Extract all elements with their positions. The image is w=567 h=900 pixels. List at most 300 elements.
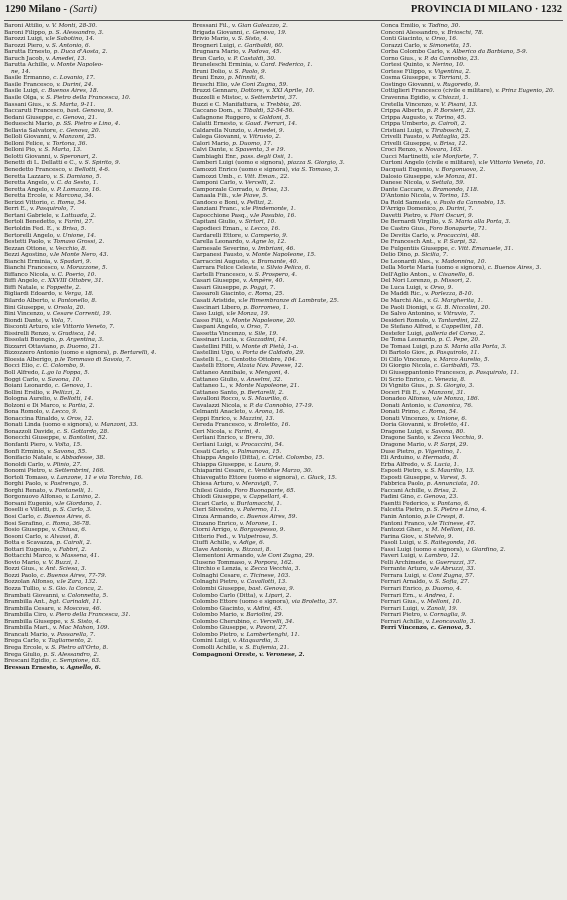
- entry-address: v. Monte Napoleone, 15.: [245, 252, 316, 259]
- entry-address: v. S. Marta, 9-11.: [46, 101, 96, 108]
- entry-address: v.le Monforte, 7.: [431, 153, 479, 160]
- entry-address: v. Madonnina, 10.: [435, 258, 487, 265]
- entry-address: v. Goldoni, 5.: [253, 114, 291, 121]
- listing-column-3: [381, 23, 565, 894]
- entry-address: v. Padova, 45.: [242, 49, 282, 56]
- entry-address: v. S. Maurilio, 6.: [241, 396, 289, 403]
- entry-name: Bovio Mario,: [4, 559, 43, 566]
- entry-address: v. Settala, 59.: [425, 180, 465, 187]
- entry-name: Calatti Ernesto,: [192, 121, 240, 128]
- entry-name: Borghi Paolo,: [4, 481, 45, 488]
- entry-address: Foro Bonaparte, 71.: [429, 225, 487, 232]
- entry-name: Bigliardi Edoardo,: [4, 291, 59, 298]
- entry-name: Farina Giov.,: [380, 533, 419, 540]
- entry-name: Brugnara Mario,: [192, 49, 243, 56]
- entry-name: Bosi Serafino,: [4, 520, 46, 527]
- entry-name: Colnaghi Cesare,: [192, 572, 244, 579]
- entry-address: v. Bellotti, 14.: [53, 396, 94, 403]
- entry-address: v. Brisa, 2.: [427, 487, 458, 494]
- entry-name: Ferri Vincenzo,: [380, 625, 431, 632]
- entry-name: Bissirelli Renzo,: [4, 330, 52, 337]
- entry-address: v. Tibaldi, 52-54-56.: [237, 108, 294, 115]
- entry-address: ne, 14.: [11, 68, 31, 75]
- entry-name: Castelli Ettore,: [192, 363, 238, 370]
- entry-address: v. Tiraboschi, 2.: [425, 127, 471, 134]
- entry-address: v. Manzoni, 25.: [52, 134, 97, 141]
- entry-name: Ferrari Enrico,: [380, 586, 426, 593]
- entry-address: v. Vigentina, 2.: [428, 68, 471, 75]
- entry-name: De Stefano Alfred,: [380, 324, 436, 331]
- entry-name: Bollini Ersilio,: [4, 389, 47, 396]
- entry-address: v. Orso, 16.: [425, 36, 458, 43]
- entry-address: p. Duomo, 17.: [232, 140, 273, 147]
- entry-name: Cavalloni Rocco,: [192, 396, 242, 403]
- entry-name: Brigada Giovanni,: [192, 29, 246, 36]
- entry-name: Ciorni Arrigo,: [192, 527, 234, 534]
- entry-name: Biffi Angelo,: [4, 278, 42, 285]
- entry-address: p. Cairoli, 2.: [431, 121, 467, 128]
- entry-name: De Bernardi Virgilio,: [380, 219, 442, 226]
- entry-name: Della Morte Maria (uomo e signora),: [380, 265, 488, 272]
- entry-name: Borghi Renato,: [4, 487, 50, 494]
- entry-name: Caspani Angelo,: [192, 324, 241, 331]
- entry-name: Bilardo Alberto,: [4, 297, 52, 304]
- entry-address: v.le Sabotino, 14.: [45, 36, 95, 43]
- entry-name: Borsani Eugenio,: [4, 500, 55, 507]
- entry-address: p. Annunciata, 10.: [426, 481, 480, 488]
- entry-name: Chiesa Arturo,: [192, 481, 236, 488]
- entry-name: Brescani Egidio,: [4, 658, 53, 665]
- entry-name: Baroni Attilio,: [4, 23, 46, 29]
- entry-address: v. Gian Galeazzo, 2.: [231, 23, 288, 29]
- entry-address: v. P. Castaldi, 30.: [227, 55, 276, 62]
- entry-address: v. Lambertenghi, 11.: [240, 631, 300, 638]
- entry-name: Curtoni Angelo (civile e militare),: [380, 160, 479, 167]
- entry-address: v. Fiori Oscuri, 9.: [424, 212, 474, 219]
- entry-name: Brogneri Luigi,: [192, 42, 238, 49]
- entry-name: Dalosio Giuseppe,: [380, 173, 435, 180]
- entry-address: v. G. Margherita, 1.: [427, 297, 483, 304]
- entry-address: v. Palermo, 11.: [236, 507, 280, 514]
- entry-address: v. Bramante, 40.: [251, 258, 299, 265]
- entry-address: v. S. Paolo, 9.: [228, 68, 267, 75]
- entry-address: c. Buenos Aires, 3.: [487, 265, 542, 272]
- entry-address: v. Gradisca, 14.: [51, 330, 97, 337]
- entry-name: Esposti Giuseppe,: [380, 474, 434, 481]
- entry-address: v. C. da Sesto, 1.: [50, 180, 99, 187]
- entry-name: Berri E.,: [4, 206, 30, 213]
- entry-address: v.le Abruzzi, 33.: [429, 566, 476, 573]
- entry-address: v.le Ticinese, 47.: [427, 520, 476, 527]
- entry-address: v. Marcona, 34.: [49, 193, 94, 200]
- entry-name: Bressan Ernesto,: [4, 664, 61, 671]
- entry-address: v. Pellizzi, 2.: [46, 389, 82, 396]
- entry-address: v. Verga, 18.: [58, 291, 94, 298]
- entry-name: Bizzarri Ottaviano,: [4, 343, 60, 350]
- entry-name: Bortoli Tomaso,: [4, 474, 51, 481]
- entry-address: v. Procaccini, 48.: [431, 232, 480, 239]
- entry-address: v. Manzoni, 33.: [94, 422, 138, 429]
- entry-address: c. Genova, 1.: [54, 383, 93, 390]
- entry-address: v. Monte Napoleo-: [50, 62, 104, 69]
- entry-address: v. Settembrini, 166.: [48, 468, 105, 475]
- entry-name: Ferrari Ern.,: [380, 592, 419, 599]
- entry-address: v. Aldini, 45.: [247, 605, 283, 612]
- entry-address: v. S. Eufemia, 21.: [239, 644, 289, 651]
- entry-address: v. Meravigli, 7.: [235, 481, 279, 488]
- entry-address: v. Monte Napoleone, 20.: [225, 317, 296, 324]
- entry-address: v. Abbadesse, 38.: [55, 455, 105, 462]
- header-rule: [4, 20, 563, 21]
- entry-name: Bedani Giuseppe,: [4, 114, 57, 121]
- entry-name: Camberi Luigi (uomo e signora),: [192, 160, 288, 167]
- entry-name: Bestetti Paolo,: [4, 239, 48, 246]
- entry-name: Colombi Giuseppe,: [192, 586, 249, 593]
- entry-name: Brega Giulio,: [4, 651, 44, 658]
- entry-address: v. Lambro, 12.: [418, 553, 460, 560]
- entry-address: v. S. Prospero, 4.: [248, 271, 297, 278]
- entry-name: Caccano Dom.,: [192, 108, 238, 115]
- entry-address: v. Adige, 6.: [233, 540, 265, 547]
- entry-name: Brega Ercole,: [4, 644, 46, 651]
- entry-address: c. S. Gottardo, 28.: [56, 428, 109, 435]
- entry-name: Colombo Giuseppe,: [192, 625, 250, 632]
- entry-address: v. S. Spirito, 9.: [78, 160, 121, 167]
- entry-name: Cartelli Francesco,: [192, 271, 249, 278]
- entry-name: Del Nori Lorenzo,: [380, 278, 434, 285]
- entry-name: Crippa Augusto,: [380, 114, 430, 121]
- entry-name: Chiappa Giuseppe,: [192, 461, 249, 468]
- entry-name: Fassi Luigi (uomo e signora),: [380, 546, 466, 553]
- entry-address: v. Nerino, 10.: [426, 62, 465, 69]
- entry-name: Carnesale Severino,: [192, 245, 252, 252]
- entry-name: Brancati Mario,: [4, 631, 51, 638]
- entry-name: Felli Archimede,: [380, 559, 430, 566]
- entry-name: Bozzi Paolo,: [4, 572, 41, 579]
- entry-name: Cucci Martinetti,: [380, 153, 432, 160]
- entry-name: Di Giorgio Nicola,: [380, 363, 434, 370]
- listing-entry: [4, 665, 188, 672]
- entry-address: v. S. Maria alla Porta, 3.: [441, 219, 511, 226]
- entry-address: c. Vitt. Eman., 22.: [237, 173, 290, 180]
- entry-name: Bonfi Erminio,: [4, 448, 48, 455]
- entry-name: Bezzan Ottone,: [4, 245, 50, 252]
- entry-address: v.le Coni Zugna, 59.: [230, 81, 288, 88]
- entry-address: v. S. Sisto, 4.: [64, 618, 101, 625]
- entry-address: v. Lattuada, 2.: [55, 212, 96, 219]
- entry-address: v. Hermada, 8.: [416, 455, 459, 462]
- entry-name: Donati Vincenzo,: [380, 415, 432, 422]
- entry-name: Barutta Ernesto,: [4, 49, 54, 56]
- entry-name: Corno Gius.,: [380, 55, 419, 62]
- entry-address: c. Vercelli, 34.: [253, 618, 295, 625]
- entry-address: v. Durini, 24.: [56, 81, 94, 88]
- listing-entry: [192, 652, 376, 659]
- entry-address: v. Bantolini, 52.: [62, 435, 108, 442]
- entry-name: Ferrante Arturo,: [380, 566, 430, 573]
- entry-name: Chiaparini Cesare,: [192, 468, 248, 475]
- entry-address: v. Pattaglia, 25.: [425, 134, 470, 141]
- entry-name: Calvi Dante,: [192, 147, 230, 154]
- entry-name: Crippa Umberto,: [380, 121, 432, 128]
- entry-address: p. Duomo, 21.: [59, 343, 101, 350]
- entry-name: Colombo Cherubino,: [192, 618, 254, 625]
- entry-name: Bocci Elio,: [4, 363, 37, 370]
- entry-address: v. Tagliamento, 2.: [42, 638, 93, 645]
- entry-name: Duse Pietro,: [380, 448, 418, 455]
- entry-address: c. Roma, 54.: [50, 199, 87, 206]
- entry-name: Carraccini Augusto,: [192, 258, 252, 265]
- entry-address: v. Arona, 16.: [248, 409, 285, 416]
- entry-name: Cortese Filippo,: [380, 68, 429, 75]
- entry-name: Fadini Gino,: [380, 494, 418, 501]
- entry-address: p. Vigentino, 1.: [417, 448, 462, 455]
- entry-address: v. S. Raitegonda, 16.: [417, 540, 477, 547]
- entry-address: v. Brisa, 5.: [56, 225, 87, 232]
- entry-address: v. P. da Cannobio, 23.: [418, 55, 480, 62]
- entry-address: p. S. Alessandro, 3.: [48, 29, 104, 36]
- entry-name: Bruneleschi Erminia,: [192, 62, 255, 69]
- entry-name: Bonazzoli Davide,: [4, 428, 57, 435]
- entry-name: Cambiaghi Enr.,: [192, 153, 241, 160]
- entry-name: Cinza Armando,: [192, 514, 241, 521]
- entry-address: v. Lecco, 16.: [244, 225, 281, 232]
- entry-name: De Marchi Ale.,: [380, 297, 428, 304]
- entry-name: Fantozzi Gher.,: [380, 527, 426, 534]
- entry-name: Bonifacio Natale,: [4, 455, 56, 462]
- entry-name: Candoco e Boni,: [192, 199, 241, 206]
- entry-address: v. M. Melloni, 16.: [425, 527, 476, 534]
- entry-name: De Castro Gius.,: [380, 225, 430, 232]
- entry-address: v. Anselmi, 32.: [240, 376, 283, 383]
- header-separator: ·: [534, 4, 542, 15]
- entry-address: v. Passarella, 7.: [50, 631, 96, 638]
- entry-address: v. Chiusa, 6.: [51, 527, 87, 534]
- entry-name: Doceri Fili E.,: [380, 389, 422, 396]
- entry-address: v. Porlezza, 8-10.: [424, 291, 474, 298]
- entry-address: v. Alvassi, 8.: [44, 533, 80, 540]
- entry-name: Belloni Felice,: [4, 140, 47, 147]
- entry-name: Buzzelli e Mistoc,: [192, 95, 245, 102]
- entry-address: v. Gozzadini, 14.: [240, 337, 288, 344]
- entry-address: v. Borgospesso, 9.: [233, 527, 286, 534]
- entry-address: v. Lecco, 9.: [45, 409, 78, 416]
- entry-name: Bozzi Gius.,: [4, 566, 40, 573]
- entry-name: Ferrari Achille,: [380, 618, 426, 625]
- entry-name: Boggi Carlo,: [4, 376, 42, 383]
- entry-address: v. Pantano, 6.: [431, 500, 470, 507]
- entry-name: Cavalazzi Nicola,: [192, 402, 244, 409]
- entry-name: Belloli Giovanni,: [4, 134, 53, 141]
- entry-name: Carpanesi Fausto,: [192, 252, 246, 259]
- entry-address: v. Colonnetta, 5.: [61, 592, 109, 599]
- entry-address: v. Guerrazzi, 37.: [429, 559, 477, 566]
- entry-name: Biffi Natale,: [4, 284, 41, 291]
- entry-name: Ferrari Gius.,: [380, 599, 421, 606]
- entry-address: v. Amedei, 13.: [45, 55, 87, 62]
- entry-address: c. Genova, 20.: [59, 127, 101, 134]
- entry-name: Bini Giuseppe,: [4, 304, 48, 311]
- entry-address: v. Broletto, 41.: [427, 422, 470, 429]
- entry-address: v. Tomaso Grossi, 2.: [47, 239, 105, 246]
- entry-address: via S. Tomaso, 3.: [291, 167, 340, 174]
- entry-name: Dragone Santo,: [380, 435, 428, 442]
- entry-name: Cattaneo L.,: [192, 383, 230, 390]
- entry-name: Cretella Vincenzo,: [380, 101, 435, 108]
- entry-name: Biffanco Nicola,: [4, 271, 52, 278]
- entry-address: v. Brisa, 13.: [255, 186, 290, 193]
- entry-address: v. V. Buzzi, 1.: [42, 559, 80, 566]
- entry-address: v. Canonica, 76.: [427, 402, 473, 409]
- entry-name: Cicari Carlo,: [192, 500, 231, 507]
- entry-address: v. Ant. Sciesa, 3.: [39, 566, 87, 573]
- entry-name: D'Antonio Nicola,: [380, 193, 433, 200]
- entry-name: Beretta Angelo,: [4, 186, 51, 193]
- entry-name: Donadeo Alfonso,: [380, 396, 433, 403]
- header-dash: -: [63, 4, 70, 15]
- entry-address: v. Brera, 30.: [239, 435, 275, 442]
- entry-name: Bonoldi Carlo,: [4, 461, 47, 468]
- entry-address: c. Ticinese, 103.: [243, 572, 291, 579]
- entry-name: Bissolati Buongio.,: [4, 337, 60, 344]
- entry-address: v. Amedei, 9.: [247, 127, 285, 134]
- entry-name: Brambilla Ciro,: [4, 612, 50, 619]
- entry-address: v. Leoncavallo, 3.: [425, 618, 476, 625]
- entry-name: Conti Giacinto,: [380, 36, 426, 43]
- entry-address: v. Vulpetrosa, 5.: [231, 533, 278, 540]
- entry-name: Cerliani Luigi,: [192, 442, 236, 448]
- entry-name: Ferrari Luigi,: [380, 605, 421, 612]
- entry-address: c. Genova, 19.: [245, 29, 287, 36]
- entry-address: c. Genova, 23.: [417, 494, 459, 501]
- entry-address: v. Cavallotti, 13.: [240, 579, 287, 586]
- entry-name: Ceppi Enrico,: [192, 415, 234, 422]
- entry-address: v. Giardino, 2.: [465, 546, 506, 553]
- entry-name: Belloni Pio,: [4, 147, 39, 154]
- entry-address: v. Tortona, 36.: [46, 140, 88, 147]
- entry-address: v. Pavoni, 27.: [249, 625, 288, 632]
- entry-name: Brun Carlo,: [192, 55, 228, 62]
- entry-name: Bloesia Alberigo,: [4, 356, 55, 363]
- entry-address: v. Tantardini, 22.: [431, 317, 480, 324]
- entry-address: v. S. Sisto, 4.: [231, 36, 269, 43]
- entry-address: v. Lanzone, 11 e via Torchio, 16.: [50, 474, 143, 481]
- entry-address: p.za S. Maria alla Porta, 3.: [430, 343, 507, 350]
- entry-name: Cattaneo Santo,: [192, 389, 241, 396]
- entry-name: Bruzzi Gennaro,: [192, 88, 241, 95]
- entry-name: Brambilla Ant.,: [4, 599, 50, 606]
- entry-name: Bruschi Elio,: [192, 81, 231, 88]
- entry-name: Basile Francesco,: [4, 81, 57, 88]
- entry-address: p. P. Borsieri, 23.: [426, 108, 476, 115]
- entry-name: Canaala Fili.,: [192, 193, 233, 200]
- entry-address: v. Novara, 163.: [419, 147, 463, 154]
- entry-name: Beretta Ercole,: [4, 193, 50, 200]
- entry-name: Celmanti Anacleto,: [192, 409, 249, 416]
- entry-name: Ferrari Pietro,: [380, 612, 424, 619]
- entry-address: via Broletto, 37.: [291, 599, 338, 606]
- entry-address: v. Procaccini, 54.: [235, 442, 284, 448]
- entry-name: Cluseno Tommaso,: [192, 559, 249, 566]
- entry-address: v. Unione, 14.: [56, 232, 96, 239]
- entry-name: Destefer Luigi,: [380, 330, 426, 337]
- entry-address: v. Monte Napoleone, 21.: [229, 383, 300, 390]
- entry-name: Bertoli Benedetto,: [4, 219, 59, 226]
- entry-name: Dacquati Eugenio,: [380, 167, 436, 174]
- entry-address: c. Buenos Aires, 59.: [240, 514, 298, 521]
- entry-address: v. Zanoli, 19.: [420, 605, 458, 612]
- entry-name: Eli Arduino,: [380, 455, 417, 462]
- entry-name: De Leonardi Ales.,: [380, 258, 436, 265]
- entry-address: v. Foppette, 2.: [40, 284, 81, 291]
- entry-name: Colnaghi Pietro,: [192, 579, 241, 586]
- entry-address: v. S. Lucia, 1.: [420, 461, 459, 468]
- entry-address: p. Pasquirolo, 11.: [468, 369, 519, 376]
- entry-address: v. Fontanelli, 1.: [49, 487, 93, 494]
- entry-name: Belotti Giovanni,: [4, 153, 54, 160]
- entry-address: v. Farini, 27.: [58, 219, 94, 226]
- entry-name: Cortesi Quinto,: [380, 62, 427, 69]
- entry-address: v. Lanino, 2.: [65, 494, 101, 501]
- entry-name: Cascinari Libero,: [192, 304, 244, 311]
- entry-address: v. P. da Cannobio, 17-19.: [243, 402, 314, 409]
- entry-address: v. P. Sarpi, 29.: [427, 442, 469, 448]
- entry-name: Casari Giuseppe,: [192, 284, 244, 291]
- entry-name: Capitani Giulio,: [192, 219, 239, 226]
- entry-name: Boiani Leonardo,: [4, 383, 55, 390]
- entry-name: Comolli Achille,: [192, 644, 240, 651]
- entry-name: Brambilla Mari.,: [4, 625, 53, 632]
- entry-address: c. Gluck, 15.: [300, 474, 337, 481]
- entry-name: Brambati Giovanni,: [4, 592, 62, 599]
- entry-name: Bianchi Francesco,: [4, 265, 61, 272]
- entry-address: c. XXVIII Ottobre, 31.: [41, 278, 104, 285]
- entry-name: Cieri Silvestro,: [192, 507, 237, 514]
- entry-name: Capocchione Pasq.,: [192, 212, 250, 219]
- entry-name: Bonfanti Piero,: [4, 442, 49, 448]
- entry-address: v. Massena, 41.: [55, 553, 100, 560]
- entry-address: p. Sicilia, 7.: [414, 252, 449, 259]
- entry-name: Ferrari Arnaldo,: [380, 579, 429, 586]
- entry-name: Cerliani Enrico,: [192, 435, 240, 442]
- entry-address: p. Bertarelli, 2.: [240, 389, 284, 396]
- entry-address: v. Agne lo, 12.: [245, 239, 287, 246]
- entry-address: c. Roma, 54.: [422, 409, 458, 416]
- entry-address: v. Cappellari, 4.: [243, 494, 288, 501]
- entry-address: v. S. Sofia, 27.: [428, 579, 470, 586]
- entry-name: Ferrara Luigi,: [380, 572, 423, 579]
- entry-name: Danese Nicola,: [380, 180, 426, 187]
- entry-name: Bonecchi Giuseppe,: [4, 435, 63, 442]
- entry-address: v. Vercelli, 2.: [238, 180, 276, 187]
- entry-name: Cafagnone Ruggero,: [192, 114, 254, 121]
- entry-name: Bressani Fil.,: [192, 23, 232, 29]
- entry-address: v. Volta, 15.: [48, 442, 82, 448]
- entry-name: Cosma Giuseppe,: [380, 75, 433, 82]
- entry-address: p. S. Carlo, 3.: [52, 507, 92, 514]
- entry-address: v. S. Maurilio, 13.: [424, 468, 475, 475]
- entry-name: Donati Primo,: [380, 409, 423, 416]
- entry-address: v. Morazzone, 5.: [60, 265, 108, 272]
- entry-address: c. Venezia, 8.: [427, 376, 466, 383]
- entry-address: v. Gaud. Ferrari, 14.: [239, 121, 297, 128]
- entry-name: Camporzale Corrado,: [192, 186, 256, 193]
- entry-address: v. Ampère, 40.: [243, 278, 285, 285]
- entry-address: v. G. B. Niccolini, 20.: [430, 304, 491, 311]
- entry-address: v. Plinio, 27.: [46, 461, 82, 468]
- entry-address: v. Orso, 9.: [424, 284, 453, 291]
- entry-name: Beretta Lazzaro,: [4, 173, 54, 180]
